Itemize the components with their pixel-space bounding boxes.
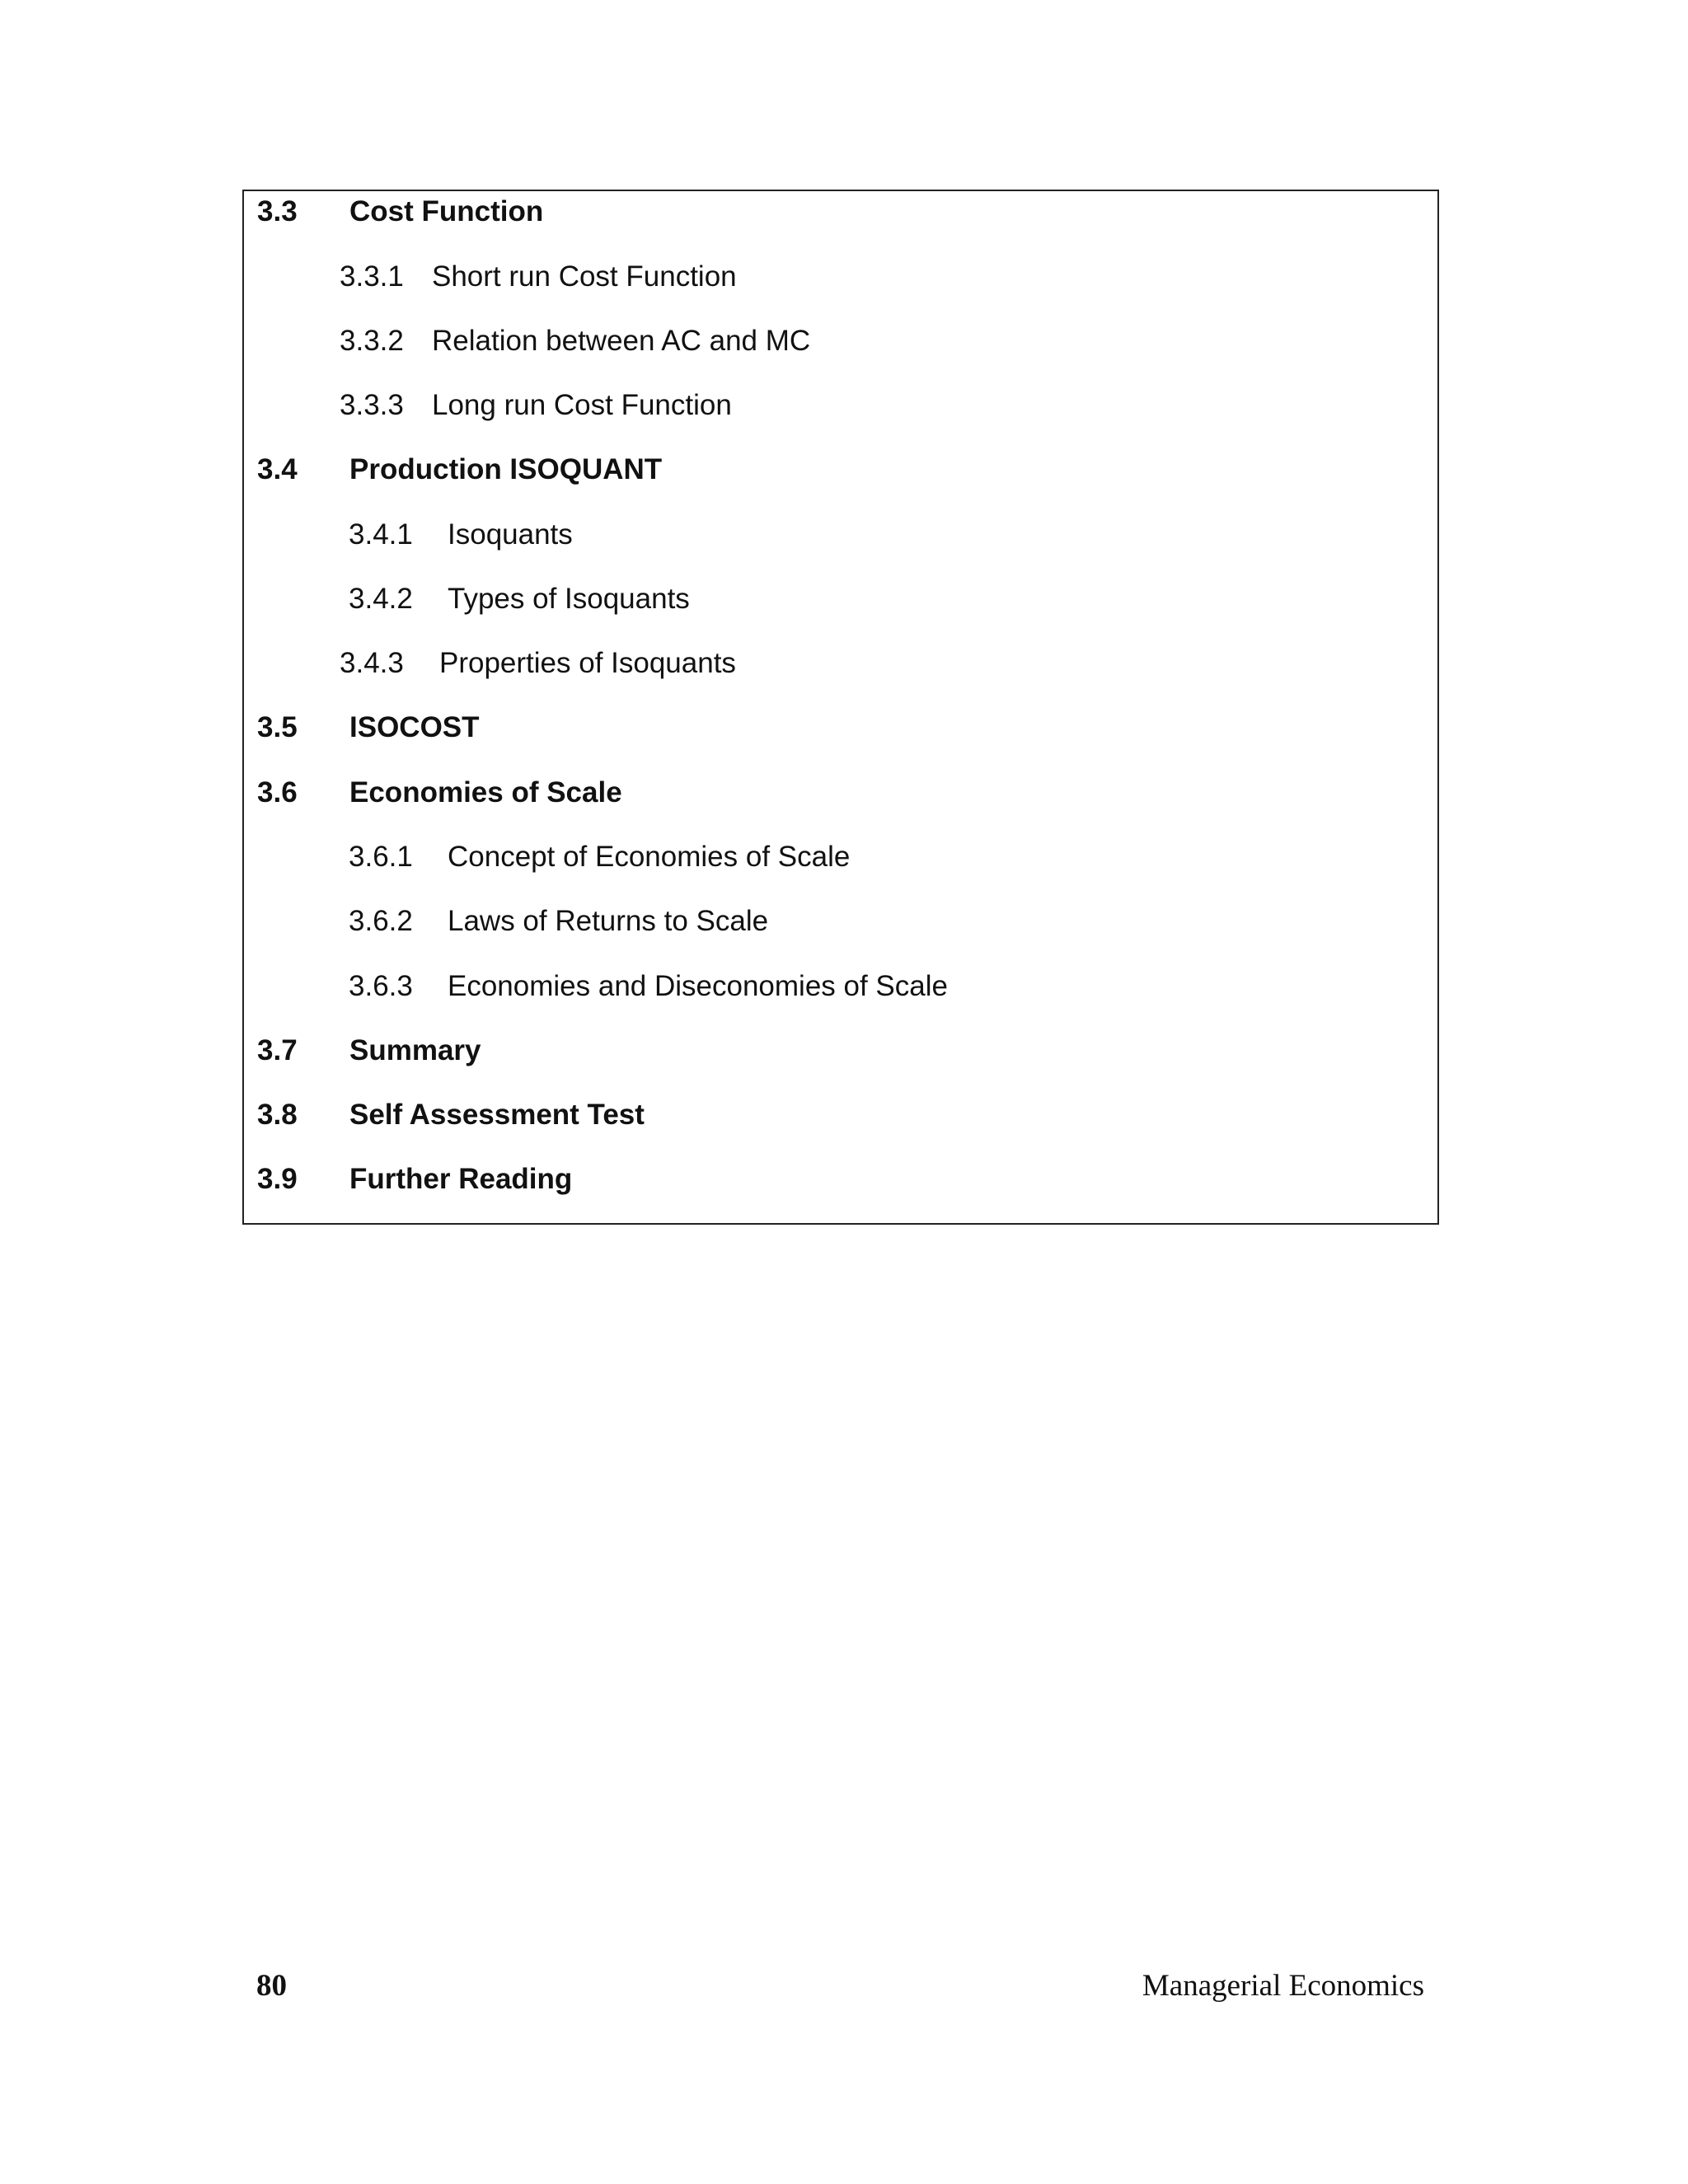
toc-title: Long run Cost Function (432, 389, 732, 421)
toc-number: 3.4.3 (340, 647, 404, 679)
toc-number: 3.3.2 (340, 325, 404, 357)
table-of-contents-box (242, 190, 1439, 1225)
toc-number: 3.8 (257, 1099, 298, 1131)
toc-number: 3.9 (257, 1163, 298, 1195)
toc-number: 3.6.3 (349, 970, 413, 1002)
toc-title: Relation between AC and MC (432, 325, 811, 357)
toc-title: Short run Cost Function (432, 260, 737, 293)
toc-title: Further Reading (349, 1163, 573, 1195)
toc-title: Economies and Diseconomies of Scale (448, 970, 948, 1002)
toc-title: Self Assessment Test (349, 1099, 645, 1131)
toc-title: Concept of Economies of Scale (448, 841, 851, 873)
toc-title: Isoquants (448, 518, 573, 551)
toc-title: Laws of Returns to Scale (448, 905, 769, 937)
running-footer-title: Managerial Economics (1142, 1969, 1424, 2003)
toc-title: Production ISOQUANT (349, 453, 663, 485)
toc-number: 3.6.2 (349, 905, 413, 937)
toc-number: 3.6.1 (349, 841, 413, 873)
toc-title: Summary (349, 1034, 481, 1066)
toc-number: 3.3.3 (340, 389, 404, 421)
toc-number: 3.5 (257, 711, 298, 743)
toc-number: 3.4.2 (349, 583, 413, 615)
toc-title: Cost Function (349, 195, 544, 227)
toc-number: 3.4.1 (349, 518, 413, 551)
toc-number: 3.3.1 (340, 260, 404, 293)
toc-title: Economies of Scale (349, 776, 622, 808)
toc-title: Properties of Isoquants (439, 647, 736, 679)
toc-number: 3.3 (257, 195, 298, 227)
toc-number: 3.6 (257, 776, 298, 808)
toc-title: ISOCOST (349, 711, 480, 743)
toc-number: 3.4 (257, 453, 298, 485)
toc-title: Types of Isoquants (448, 583, 690, 615)
page-number: 80 (256, 1969, 287, 2003)
toc-number: 3.7 (257, 1034, 298, 1066)
